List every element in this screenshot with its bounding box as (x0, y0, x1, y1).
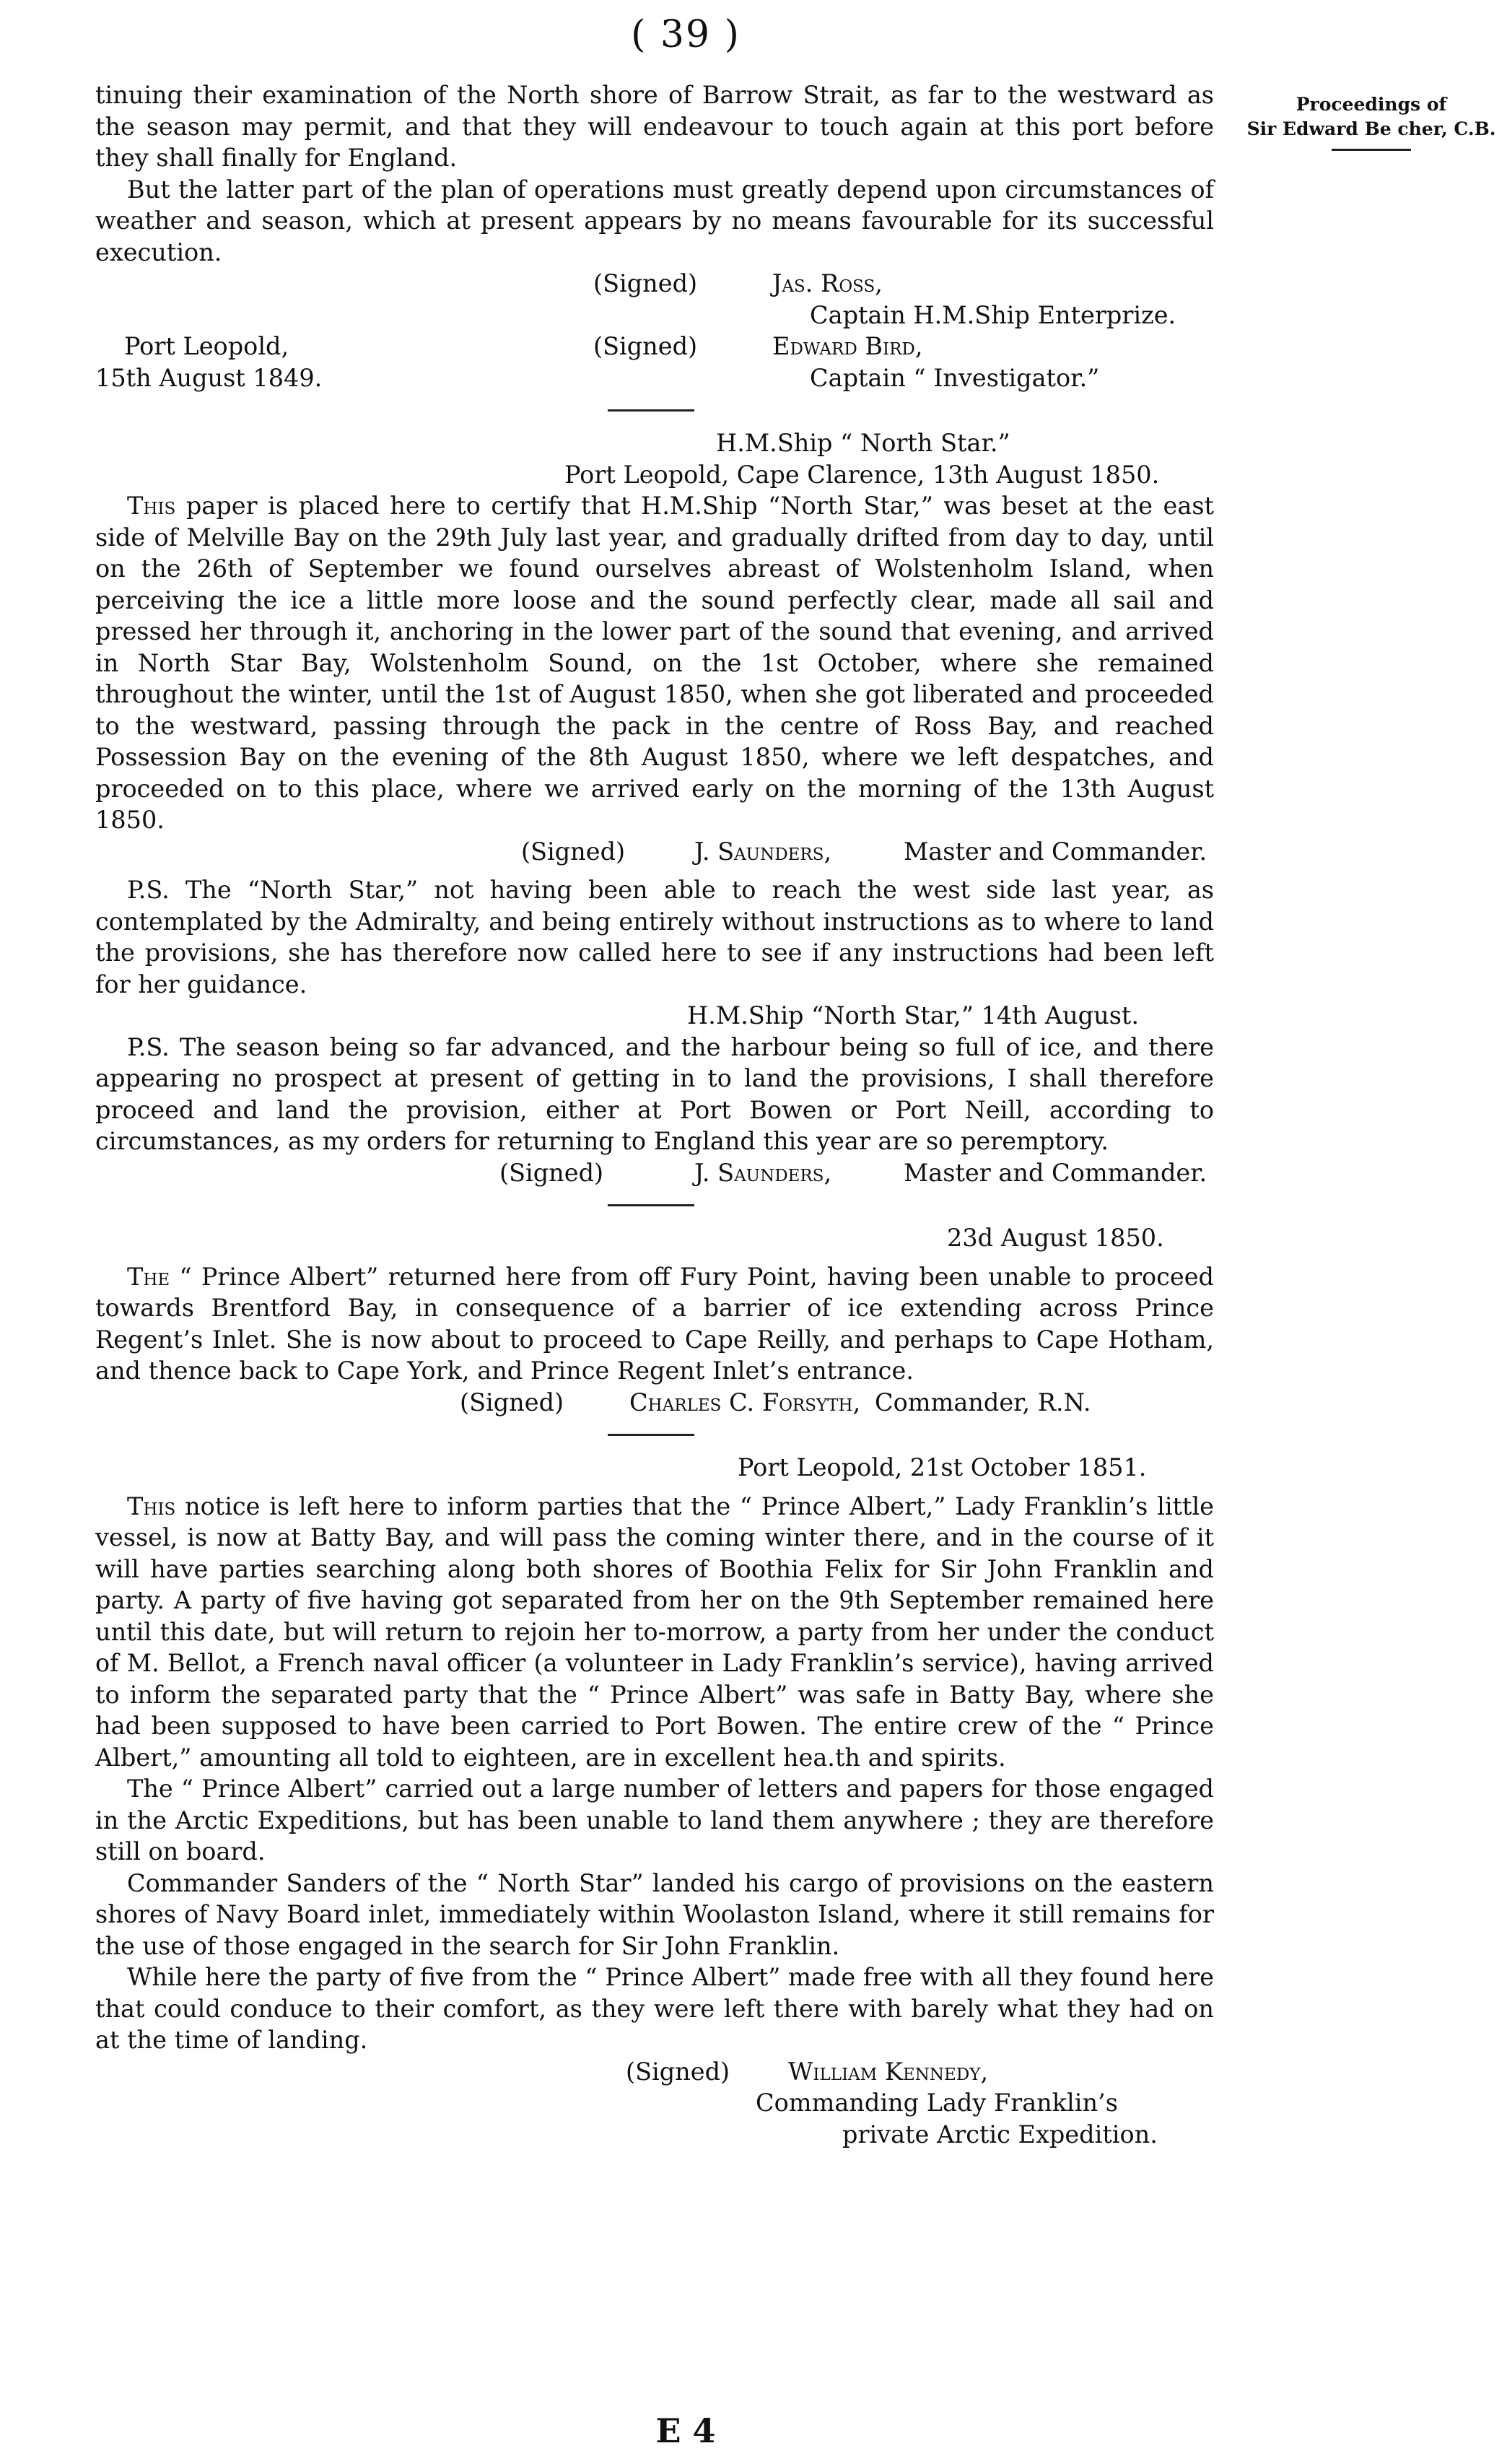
date-line (95, 1222, 1214, 1254)
margin-note (1241, 92, 1501, 151)
signatory-title: Master and Commander. (904, 1158, 1207, 1187)
signatory-title: Captain “ Investigator.” (810, 363, 1100, 392)
heading-line (95, 1000, 1214, 1032)
paragraph: Commander Sanders of the “ North Star” landed his cargo of provisions on the eastern shores of Navy Board inlet, immediately within Woolaston Island, where it still remains for the use of those engaged in the search for Sir John Franklin. (95, 1868, 1214, 1960)
signature-title-line (95, 2119, 1214, 2151)
signatory-name: William Kennedy, (788, 2057, 989, 2086)
paragraph-text: “ Prince Albert” returned here from off Fury Point, having been unable to proceed towards Brentford Bay, in consequence of a barrier of ice extending across Prince Regent’s Inlet. She is now about to proceed to Cape Reilly, and perhaps to Cape Hotham, and thence back to Cape York, and Prince Regent Inlet’s entrance. (95, 1262, 1215, 1385)
signatory-title: Commander, R.N. (875, 1388, 1091, 1416)
heading-line (95, 459, 1214, 491)
paragraph-text: notice is left here to inform parties that the “ Prince Albert,” Lady Franklin’s little vessel, is now at Batty Bay, and will pass the coming winter there, and in the course of it will have parties searching along both shores of Boothia Felix for Sir John Franklin and party. A party of five having got separated from her on the 9th September remained here until this date, but will return to rejoin her to-morrow, a party from her under the conduct of M. Bellot, a French naval officer (a volunteer in Lady Franklin’s service), having arrived to inform the separated party that the “ Prince Albert” was safe in Batty Bay, where she had been supposed to have been carried to Port Bowen. The entire crew of the “ Prince Albert,” amounting all told to eighteen, are in excellent hea.th and spirits. (95, 1492, 1215, 1772)
paragraph-text: paper is placed here to certify that H.M.Ship “North Star,” was beset at the east side of Melville Bay on the 29th July last year, and gradually drifted from day to day, until on the 26th of September we found ourselves abreast of Wolstenholm Island, when perceiving the ice a little more loose and the sound perfectly clear, made all sail and pressed her through it, anchoring in the lower part of the sound that evening, and arrived in North Star Bay, Wolstenholm Sound, on the 1st October, where she remained throughout the winter, until the 1st of August 1850, when she got liberated and proceeded to the westward, passing through the pack in the centre of Ross Bay, and reached Possession Bay on the evening of the 8th August 1850, where we left despatches, and proceeded on to this place, where we arrived early on the morning of the 13th August 1850. (95, 492, 1214, 834)
signatory-name: Charles C. Forsyth, (629, 1388, 861, 1416)
signatory-title: Captain H.M.Ship Enterprize. (810, 300, 1176, 329)
date-heading: 23d August 1850. (947, 1224, 1164, 1252)
paragraph: But the latter part of the plan of operations must greatly depend upon circumstances of weather and season, which at present appears by no means favourable for its successful execution. (95, 175, 1214, 266)
lead-word: This (127, 1492, 176, 1520)
ship-heading: H.M.Ship “North Star,” 14th August. (687, 1001, 1139, 1029)
place-date-heading: Port Leopold, 21st October 1851. (738, 1453, 1147, 1481)
signatory-name: Jas. Ross, (772, 269, 883, 297)
paragraph (95, 490, 1214, 836)
margin-note-line1: Proceedings of (1296, 94, 1447, 115)
signature-title-line (95, 2087, 1214, 2119)
signed-label: (Signed) (626, 2057, 730, 2086)
signed-label: (Signed) (593, 269, 698, 297)
signature-title-line (95, 362, 1214, 394)
signatory-name: J. Saunders, (694, 837, 832, 866)
signed-label: (Signed) (521, 837, 626, 866)
signature-line (95, 1157, 1214, 1189)
signatory-title: Commanding Lady Franklin’s (756, 2089, 1118, 2117)
signatory-name: J. Saunders, (694, 1158, 832, 1187)
paragraph: While here the party of five from the “ Prince Albert” made free with all they found here that could conduce to their comfort, as they were left there with barely what they had on at the time of landing. (95, 1963, 1214, 2054)
footer-signature-mark: E 4 (655, 2411, 716, 2450)
signature-line (95, 1387, 1214, 1419)
main-column (95, 79, 1214, 2150)
date-label: 15th August 1849. (95, 363, 323, 392)
date-line (95, 1452, 1214, 1484)
signature-line (95, 331, 1214, 362)
signed-label: (Signed) (593, 332, 698, 360)
signed-label: (Signed) (460, 1388, 564, 1416)
paragraph (95, 1261, 1214, 1387)
signatory-title: private Arctic Expedition. (842, 2120, 1158, 2149)
postscript: P.S. The “North Star,” not having been able to reach the west side last year, as contemplated by the Admiralty, and being entirely without instructions as to where to land the provisions, she has therefore now called here to see if any instructions had been left for her guidance. (95, 876, 1214, 998)
ship-heading: H.M.Ship “ North Star.” (716, 429, 1010, 457)
lead-word: The (127, 1262, 170, 1291)
heading-line (95, 427, 1214, 459)
section-divider (608, 1204, 694, 1206)
margin-note-rule (1332, 149, 1411, 151)
signatory-name: Edward Bird, (772, 332, 923, 360)
paragraph (95, 1491, 1214, 1774)
place-label: Port Leopold, (124, 332, 289, 360)
postscript: P.S. The season being so far advanced, and the harbour being so full of ice, and there appearing no prospect at present of getting in to land the provisions, I shall therefore proceed and land the provision, either at Port Bowen or Port Neill, according to circumstances, as my orders for returning to England this year are so peremptory. (95, 1032, 1214, 1155)
page-number: ( 39 ) (631, 13, 741, 56)
place-date-heading: Port Leopold, Cape Clarence, 13th August 1850. (564, 460, 1160, 489)
margin-note-line2: Sir Edward Be cher, C.B. (1246, 118, 1496, 139)
paragraph: The “ Prince Albert” carried out a large number of letters and papers for those engaged in the Arctic Expeditions, but has been unable to land them anywhere ; they are therefore still on board. (95, 1775, 1214, 1866)
paragraph: tinuing their examination of the North shore of Barrow Strait, as far to the westward as the season may permit, and that they will endeavour to touch again at this port before they shall finally for England. (95, 81, 1214, 172)
signature-line (95, 836, 1214, 868)
signature-line (95, 2056, 1214, 2088)
signature-title-line (95, 300, 1214, 331)
section-divider (608, 1434, 694, 1436)
lead-word: This (127, 492, 176, 520)
signature-line (95, 268, 1214, 300)
signatory-title: Master and Commander. (904, 837, 1207, 866)
signed-label: (Signed) (499, 1158, 604, 1187)
section-divider (608, 409, 694, 412)
